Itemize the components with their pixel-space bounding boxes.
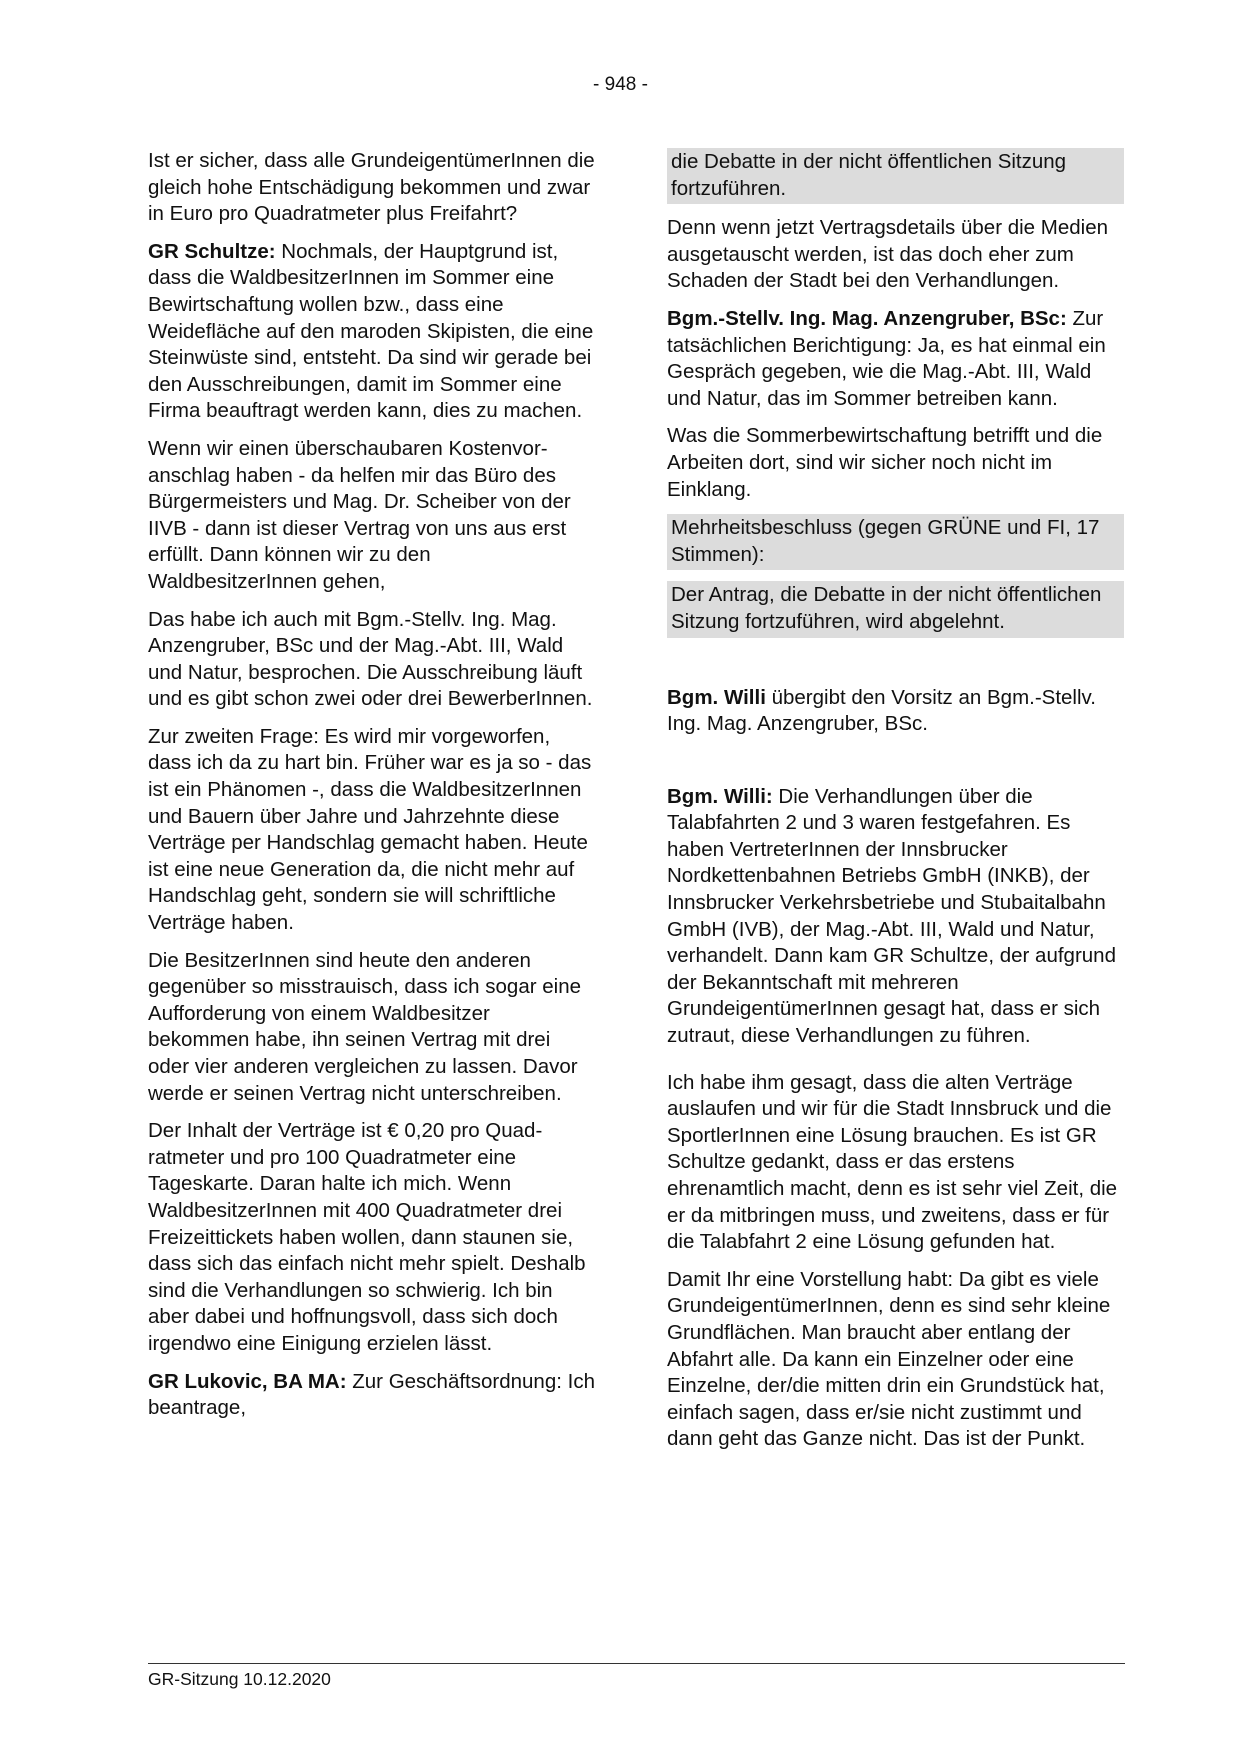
footer-text: GR-Sitzung 10.12.2020 bbox=[148, 1669, 331, 1689]
paragraph: Denn wenn jetzt Vertragsdetails über die Medien ausgetauscht werden, ist das doch eher zum Schaden der Stadt bei den Verhandlungen. bbox=[667, 216, 1109, 293]
right-column bbox=[667, 148, 1124, 1464]
paragraph bbox=[148, 1369, 596, 1422]
page-number: - 948 - bbox=[593, 74, 648, 95]
paragraph: Zur zweiten Frage: Es wird mir vorgeworfen, dass ich da zu hart bin. Früher war es ja so - das ist ein Phänomen -, dass die WaldbesitzerInnen und Bauern über Jahre und Jahrzehnte diese Verträge per Handschlag gemacht haben. Heute ist eine neue Generation da, die nicht mehr auf Handschlag geht, sondern sie will schriftliche Verträge haben. bbox=[148, 724, 592, 935]
paragraph-text: Zur tatsächlichen Berichtigung: Ja, es hat einmal ein Gespräch gegeben, wie die Mag.-Abt. III, Wald und Natur, das im Sommer betreiben kann. bbox=[667, 306, 1106, 410]
paragraph bbox=[667, 685, 1124, 738]
paragraph: Ich habe ihm gesagt, dass die alten Verträge auslaufen und wir für die Stadt Innsbruck und die SportlerInnen eine Lösung brauchen. Es ist GR Schultze gedankt, dass er das erstens ehrenamtlich macht, denn es ist sehr viel Zeit, die er da mitbringen muss, und zweitens, dass er für die Talabfahrt 2 eine Lösung gefunden hat. bbox=[667, 1070, 1118, 1254]
paragraph: Die BesitzerInnen sind heute den anderen gegenüber so misstrauisch, dass ich sogar eine Aufforderung von einem Waldbesitzer bekommen habe, ihn seinen Vertrag mit drei oder vier anderen vergleichen zu lassen. Davor werde er seinen Vertrag nicht unterschreiben. bbox=[148, 948, 582, 1105]
paragraph bbox=[667, 784, 1124, 1050]
paragraph: Damit Ihr eine Vorstellung habt: Da gibt es viele GrundeigentümerInnen, denn es sind sehr kleine Grundflächen. Man braucht aber entlang der Abfahrt alle. Da kann ein Einzelner oder eine Einzelne, der/die mitten drin ein Grundstück hat, einfach sagen, dass er/sie nicht zustimmt und dann geht das Ganze nicht. Das ist der Punkt. bbox=[667, 1267, 1111, 1451]
paragraph: Das habe ich auch mit Bgm.-Stellv. Ing. Mag. Anzengruber, BSc und der Mag.-Abt. III, Wald und Natur, besprochen. Die Ausschreibung läuft und es gibt schon zwei oder drei BewerberInnen. bbox=[148, 607, 593, 711]
highlighted-paragraph: die Debatte in der nicht öffentlichen Sitzung fortzuführen. bbox=[667, 148, 1124, 204]
resolution-text: Der Antrag, die Debatte in der nicht öffentlichen Sitzung fortzuführen, wird abgelehnt. bbox=[667, 581, 1124, 637]
speaker-name: Bgm. Willi bbox=[667, 685, 766, 709]
resolution-heading: Mehrheitsbeschluss (gegen GRÜNE und FI, 17 Stimmen): bbox=[667, 514, 1124, 570]
paragraph bbox=[148, 239, 596, 425]
paragraph: Was die Sommerbewirtschaftung betrifft und die Arbeiten dort, sind wir sicher noch nicht im Einklang. bbox=[667, 424, 1103, 501]
paragraph: Ist er sicher, dass alle GrundeigentümerInnen die gleich hohe Entschädigung bekommen und zwar in Euro pro Quadratmeter plus Freifahrt? bbox=[148, 149, 595, 226]
speaker-name: Bgm. Willi: bbox=[667, 784, 773, 808]
left-column bbox=[148, 148, 596, 1433]
paragraph: Der Inhalt der Verträge ist € 0,20 pro Quadratmeter und pro 100 Quadratmeter eine Tageskarte. Daran halte ich mich. Wenn WaldbesitzerInnen mit 400 Quadratmeter drei Freizeittickets haben wollen, dann staunen sie, dass sich das einfach nicht mehr spielt. Deshalb sind die Verhandlungen so schwierig. Ich bin aber dabei und hoffnungsvoll, dass sich doch irgendwo eine Einigung erzielen lässt. bbox=[148, 1119, 586, 1355]
paragraph-text: Zur Geschäftsordnung: Ich beantrage, bbox=[148, 1369, 595, 1420]
footer-rule bbox=[148, 1663, 1125, 1664]
speaker-name: Bgm.-Stellv. Ing. Mag. Anzengruber, BSc: bbox=[667, 306, 1067, 330]
paragraph-text: übergibt den Vorsitz an Bgm.-Stellv. Ing. Mag. Anzengruber, BSc. bbox=[667, 685, 1096, 736]
paragraph-text: Nochmals, der Hauptgrund ist, dass die WaldbesitzerInnen im Sommer eine Bewirtschaftung wollen bzw., dass eine Weidefläche auf den maroden Skipisten, die eine Steinwüste sind, entsteht. Da sind wir gerade bei den Ausschreibungen, damit im Sommer eine Firma beauftragt werden kann, dies zu machen. bbox=[148, 239, 594, 423]
paragraph bbox=[667, 306, 1124, 412]
speaker-name: GR Lukovic, BA MA: bbox=[148, 1369, 347, 1393]
paragraph: Wenn wir einen überschaubaren Kostenvoranschlag haben - da helfen mir das Büro des Bürgermeisters und Mag. Dr. Scheiber von der IIVB - dann ist dieser Vertrag von uns aus erst erfüllt. Dann können wir zu den WaldbesitzerInnen gehen, bbox=[148, 436, 571, 593]
speaker-name: GR Schultze: bbox=[148, 239, 276, 263]
paragraph-text: Die Verhandlungen über die Talabfahrten 2 und 3 waren festgefahren. Es haben VertreterInnen der Innsbrucker Nordkettenbahnen Betriebs GmbH (INKB), der Innsbrucker Verkehrsbetriebe und Stubaitalbahn GmbH (IVB), der Mag.-Abt. III, Wald und Natur, verhandelt. Dann kam GR Schultze, der aufgrund der Bekanntschaft mit mehreren GrundeigentümerInnen gesagt hat, dass er sich zutraut, diese Verhandlungen zu führen. bbox=[667, 784, 1116, 1048]
